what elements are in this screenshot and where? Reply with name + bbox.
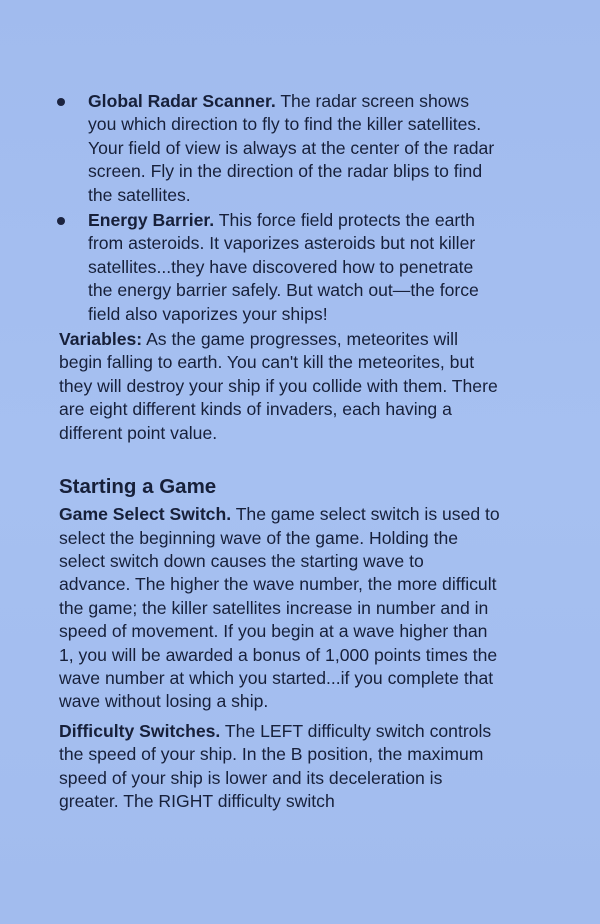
variables-paragraph [0,328,600,445]
difficulty-paragraph [0,720,600,814]
bullet-energy-barrier [0,209,600,326]
bullet-heading: Global Radar Scanner. [88,91,276,111]
bullet-dot-icon [57,98,65,106]
page-content [0,90,600,819]
bullet-text: The radar screen shows you which direction to fly to find the killer satellites. Your field of view is always at the center of the radar screen. Fly in the direction of the radar blips to find the satellites. [88,91,495,205]
variables-text: As the game progresses, meteorites will begin falling to earth. You can't kill the meteorites, but they will destroy your ship if you collide with them. There are eight different kinds of invaders, each having a different point value. [59,329,498,443]
bullet-text: This force field protects the earth from asteroids. It vaporizes asteroids but not killer satellites...they have discovered how to penetrate the energy barrier safely. But watch out—the force field also vaporizes your ships! [88,210,479,324]
difficulty-text: The LEFT difficulty switch controls the speed of your ship. In the B position, the maximum speed of your ship is lower and its deceleration is greater. The RIGHT difficulty switch [59,720,492,811]
game-select-text: The game select switch is used to select the beginning wave of the game. Holding the select switch down causes the starting wave to advance. The higher the wave number, the more difficult the game; the killer satellites increase in number and in speed of movement. If you begin at a wave higher than 1, you will be awarded a bonus of 1,000 points times the wave number at which you started...if you complete that wave without losing a ship. [59,504,500,712]
game-select-heading: Game Select Switch. [59,504,232,525]
bullet-heading: Energy Barrier. [88,210,215,231]
bullet-global-radar-scanner [0,90,600,207]
game-select-paragraph [0,503,600,714]
section-title-starting-a-game: Starting a Game [59,475,217,499]
bullet-dot-icon [57,217,65,225]
variables-heading: Variables: [59,329,143,350]
difficulty-heading: Difficulty Switches. [59,720,221,741]
